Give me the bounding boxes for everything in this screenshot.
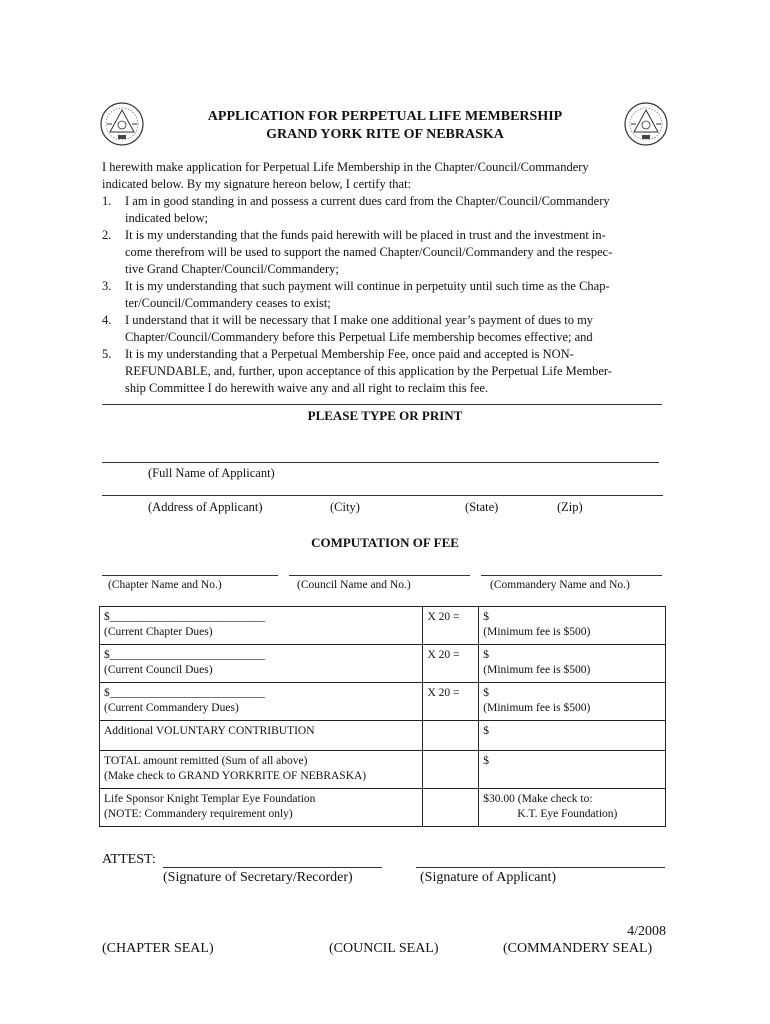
sponsor-label-cell [100,789,423,827]
item-number: 3. [102,279,112,293]
result-cell[interactable] [479,683,666,721]
address-label: (Address of Applicant) [148,500,263,514]
york-rite-emblem-left-icon [98,100,146,148]
result-cell[interactable] [479,607,666,645]
computation-heading: COMPUTATION OF FEE [311,535,459,550]
item-line: It is my understanding that a Perpetual Membership Fee, once paid and accepted is NON- [125,347,574,361]
applicant-signature-label: (Signature of Applicant) [420,870,557,885]
multiplier: X 20 = [427,687,460,699]
sponsor-payee: K.T. Eye Foundation) [517,808,618,820]
total-label-cell [100,751,423,789]
table-row [100,721,666,751]
dues-label: (Current Commandery Dues) [104,702,239,714]
amount-blank: $___________________________ [104,687,265,699]
total-result-cell[interactable] [479,751,666,789]
form-subtitle: GRAND YORK RITE OF NEBRASKA [266,127,504,142]
secretary-signature-field[interactable] [163,867,382,868]
item-line: It is my understanding that such payment will continue in perpetuity until such time as the Chap- [125,279,610,293]
item-line: I understand that it will be necessary that I make one additional year’s payment of dues to my [125,313,594,327]
print-heading: PLEASE TYPE OR PRINT [307,408,463,423]
commandery-name-field[interactable] [481,575,662,576]
voluntary-label: Additional VOLUNTARY CONTRIBUTION [104,725,315,737]
item-line: Chapter/Council/Commandery before this Perpetual Life membership becomes effective; and [125,330,593,344]
commandery-seal-label: (COMMANDERY SEAL) [503,941,653,956]
item-number: 1. [102,194,112,208]
multiplier: X 20 = [427,649,460,661]
result-dollar: $ [483,725,490,737]
intro-line-1: I herewith make application for Perpetual Life Membership in the Chapter/Council/Commandery [102,160,589,174]
item-line: come therefrom will be used to support the named Chapter/Council/Commandery and the respec- [125,245,613,259]
result-dollar: $ [483,687,490,699]
zip-label: (Zip) [557,500,583,514]
council-name-label: (Council Name and No.) [297,579,411,591]
empty-cell [423,789,479,827]
city-label: (City) [330,500,360,514]
sponsor-fee: $30.00 (Make check to: [483,793,593,805]
dues-label: (Current Council Dues) [104,664,213,676]
chapter-dues-cell[interactable] [100,607,423,645]
item-line: indicated below; [125,211,208,225]
chapter-name-field[interactable] [102,575,278,576]
empty-cell [423,721,479,751]
result-cell[interactable] [479,645,666,683]
multiplier-cell [423,645,479,683]
item-line: REFUNDABLE, and, further, upon acceptance of this application by the Perpetual Life Member- [125,364,612,378]
applicant-signature-field[interactable] [416,867,665,868]
item-line: tive Grand Chapter/Council/Commandery; [125,262,339,276]
chapter-seal-label: (CHAPTER SEAL) [102,941,214,956]
multiplier: X 20 = [427,611,460,623]
item-line: I am in good standing in and possess a current dues card from the Chapter/Council/Commandery [125,194,610,208]
secretary-signature-label: (Signature of Secretary/Recorder) [163,870,353,885]
item-number: 5. [102,347,112,361]
intro-line-2: indicated below. By my signature hereon below, I certify that: [102,177,412,191]
minimum-note: (Minimum fee is $500) [483,664,591,676]
table-row [100,645,666,683]
revision-date: 4/2008 [627,924,666,939]
amount-blank: $___________________________ [104,611,265,623]
table-row [100,607,666,645]
address-field[interactable] [102,495,663,496]
total-check-note: (Make check to GRAND YORKRITE OF NEBRASKA) [104,770,367,782]
minimum-note: (Minimum fee is $500) [483,626,591,638]
attest-label: ATTEST: [102,852,156,867]
result-dollar: $ [483,649,490,661]
table-row [100,751,666,789]
council-seal-label: (COUNCIL SEAL) [329,941,439,956]
dues-label: (Current Chapter Dues) [104,626,213,638]
empty-cell [423,751,479,789]
chapter-name-label: (Chapter Name and No.) [108,579,222,591]
item-line: ter/Council/Commandery ceases to exist; [125,296,331,310]
sponsor-result-cell[interactable] [479,789,666,827]
sponsor-label: Life Sponsor Knight Templar Eye Foundation [104,793,316,805]
council-name-field[interactable] [289,575,470,576]
multiplier-cell [423,683,479,721]
minimum-note: (Minimum fee is $500) [483,702,591,714]
commandery-dues-cell[interactable] [100,683,423,721]
item-line: It is my understanding that the funds paid herewith will be placed in trust and the investment in- [125,228,606,242]
form-title: APPLICATION FOR PERPETUAL LIFE MEMBERSHIP [207,109,563,124]
item-line: ship Committee I do herewith waive any and all right to reclaim this fee. [125,381,489,395]
multiplier-cell [423,607,479,645]
full-name-field[interactable] [102,462,659,463]
state-label: (State) [465,500,499,514]
amount-blank: $___________________________ [104,649,265,661]
fee-table [99,606,666,827]
table-row [100,789,666,827]
table-row [100,683,666,721]
item-number: 2. [102,228,112,242]
commandery-name-label: (Commandery Name and No.) [490,579,630,591]
council-dues-cell[interactable] [100,645,423,683]
voluntary-result-cell[interactable] [479,721,666,751]
voluntary-label-cell [100,721,423,751]
section-divider [102,404,662,405]
full-name-label: (Full Name of Applicant) [148,466,275,480]
item-number: 4. [102,313,112,327]
sponsor-note: (NOTE: Commandery requirement only) [104,808,293,820]
result-dollar: $ [483,755,490,767]
total-label: TOTAL amount remitted (Sum of all above) [104,755,308,767]
result-dollar: $ [483,611,490,623]
york-rite-emblem-right-icon [622,100,670,148]
